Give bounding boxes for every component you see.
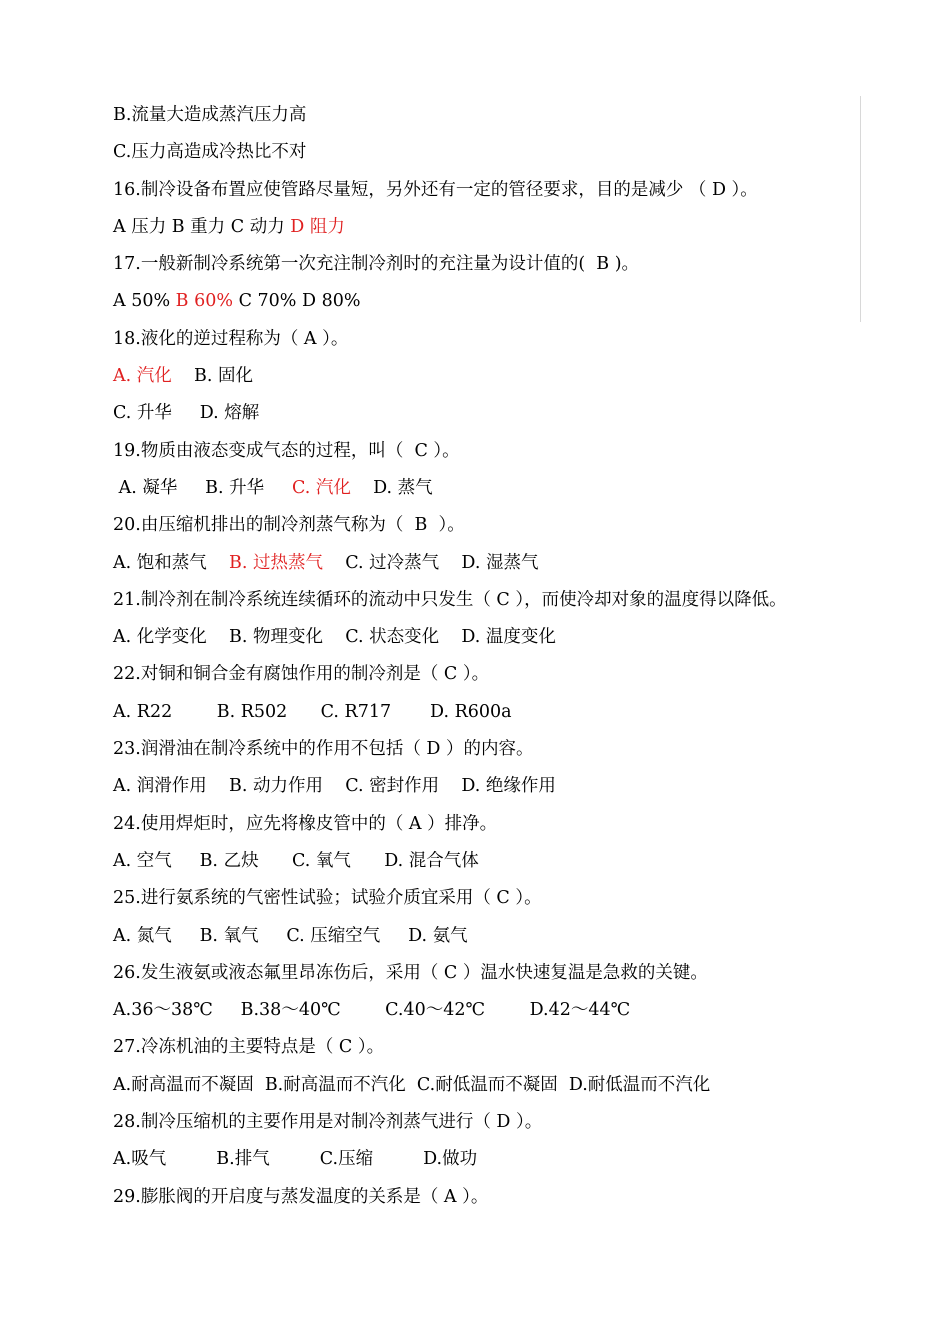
document-body [113,97,848,1216]
text-segment: 26.发生液氨或液态氟里昂冻伤后，采用（ C ）温水快速复温是急救的关键。 [113,962,708,983]
text-line [113,694,848,731]
text-segment: 28.制冷压缩机的主要作用是对制冷剂蒸气进行（ D ）。 [113,1112,543,1133]
text-segment: A.36～38℃ B.38～40℃ C.40～42℃ D.42～44℃ [113,1000,631,1021]
text-line [113,545,848,582]
answer-highlight: A. 汽化 [113,366,172,387]
text-line [113,731,848,768]
text-line [113,358,848,395]
text-line [113,507,848,544]
text-line [113,321,848,358]
margin-rule [860,96,861,322]
text-segment: A. 凝华 B. 升华 [113,477,292,498]
text-line [113,955,848,992]
text-line [113,880,848,917]
text-segment: 19.物质由液态变成气态的过程，叫（ C ）。 [113,440,460,461]
text-line [113,433,848,470]
text-line [113,97,848,134]
text-line [113,209,848,246]
text-segment: C 70% D 80% [233,291,361,312]
text-line [113,134,848,171]
text-line [113,918,848,955]
text-segment: A.耐高温而不凝固 B.耐高温而不汽化 C.耐低温而不凝固 D.耐低温而不汽化 [113,1074,711,1095]
text-segment: 24.使用焊炬时，应先将橡皮管中的（ A ）排净。 [113,813,498,834]
text-segment: 21.制冷剂在制冷系统连续循环的流动中只发生（ C ），而使冷却对象的温度得以降低。 [113,589,787,610]
text-line [113,1141,848,1178]
text-segment: 17.一般新制冷系统第一次充注制冷剂时的充注量为设计值的( B )。 [113,254,640,275]
text-segment: B. 固化 [171,366,254,387]
text-segment: A 50% [113,291,176,312]
text-line [113,1067,848,1104]
text-segment: 18.液化的逆过程称为（ A ）。 [113,328,349,349]
text-segment: B.流量大造成蒸汽压力高 [113,105,307,125]
text-line [113,470,848,507]
text-segment: A. 润滑作用 B. 动力作用 C. 密封作用 D. 绝缘作用 [113,776,556,797]
text-line [113,172,848,209]
text-segment: A 压力 B 重力 C 动力 [113,216,291,237]
text-line [113,656,848,693]
text-segment: 27.冷冻机油的主要特点是（ C ）。 [113,1037,385,1058]
text-line [113,1179,848,1216]
text-line [113,806,848,843]
text-segment: A. 空气 B. 乙炔 C. 氧气 D. 混合气体 [113,850,479,871]
text-segment: 20.由压缩机排出的制冷剂蒸气称为（ B ）。 [113,515,465,536]
answer-highlight: C. 汽化 [291,477,351,498]
text-segment: 16.制冷设备布置应使管路尽量短，另外还有一定的管径要求，目的是减少 （ D ）。 [113,179,758,200]
text-line [113,768,848,805]
text-segment: 29.膨胀阀的开启度与蒸发温度的关系是（ A ）。 [113,1186,489,1207]
text-segment: 23.润滑油在制冷系统中的作用不包括（ D ）的内容。 [113,739,534,760]
text-segment: A. 饱和蒸气 [113,552,230,573]
text-segment: A.吸气 B.排气 C.压缩 D.做功 [113,1149,478,1170]
text-segment: 25.进行氨系统的气密性试验；试验介质宜采用（ C ）。 [113,888,542,909]
text-segment: C. 过冷蒸气 D. 湿蒸气 [323,552,539,573]
text-segment: 22.对铜和铜合金有腐蚀作用的制冷剂是（ C ）。 [113,664,490,685]
answer-highlight: D 阻力 [290,216,345,237]
text-line [113,582,848,619]
text-segment: A. 化学变化 B. 物理变化 C. 状态变化 D. 温度变化 [113,627,556,648]
text-line [113,283,848,320]
answer-highlight: B 60% [175,291,233,312]
text-segment: C. 升华 D. 熔解 [113,403,260,424]
text-segment: A. 氮气 B. 氧气 C. 压缩空气 D. 氨气 [113,925,468,946]
text-line [113,246,848,283]
text-segment: C.压力高造成冷热比不对 [113,142,307,163]
answer-highlight: B. 过热蒸气 [229,552,324,573]
text-segment: A. R22 B. R502 C. R717 D. R600a [113,701,512,722]
text-line [113,1104,848,1141]
text-line [113,395,848,432]
text-line [113,1029,848,1066]
text-segment: D. 蒸气 [350,477,433,498]
text-line [113,619,848,656]
text-line [113,843,848,880]
text-line [113,992,848,1029]
